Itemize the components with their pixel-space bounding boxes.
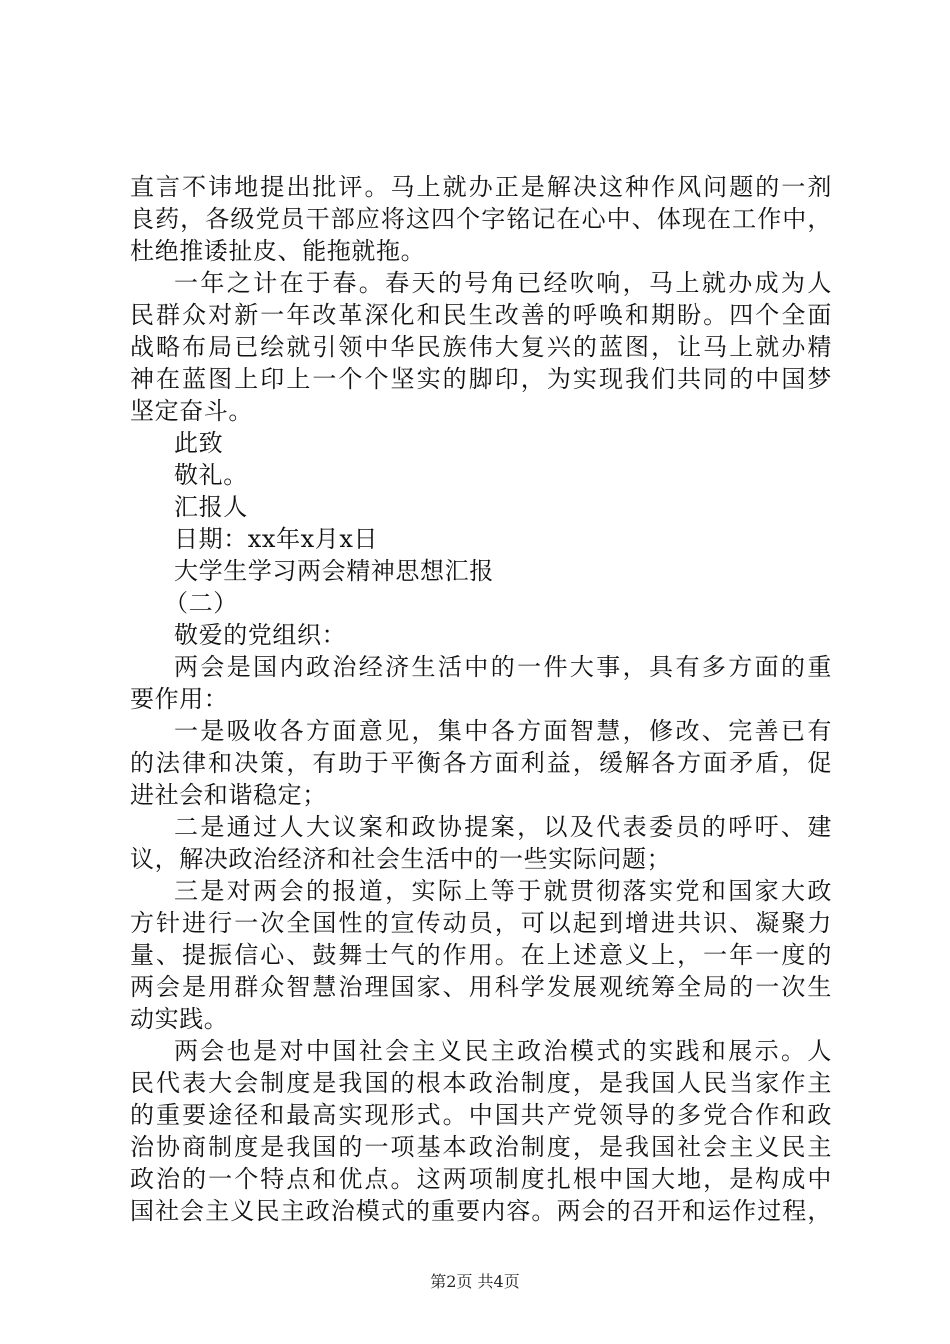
salutation-closing: 此致 <box>174 429 224 457</box>
body-text-line: 动实践。 <box>130 1005 229 1033</box>
body-text-line: 进社会和谐稳定； <box>130 781 327 809</box>
section-title: 大学生学习两会精神思想汇报 <box>174 557 494 585</box>
body-text-line: 战略布局已绘就引领中华民族伟大复兴的蓝图，让马上就办精 <box>130 333 832 361</box>
body-text-line: 议，解决政治经济和社会生活中的一些实际问题； <box>130 845 672 873</box>
body-text-line: 坚定奋斗。 <box>130 397 253 425</box>
body-text-line: 一是吸收各方面意见，集中各方面智慧，修改、完善已有 <box>174 717 832 745</box>
body-text-line: 直言不讳地提出批评。马上就办正是解决这种作风问题的一剂 <box>130 173 832 201</box>
body-text-line: 政治的一个特点和优点。这两项制度扎根中国大地，是构成中 <box>130 1165 832 1193</box>
body-text-line: 的重要途径和最高实现形式。中国共产党领导的多党合作和政 <box>130 1101 832 1129</box>
body-text-line: 三是对两会的报道，实际上等于就贯彻落实党和国家大政 <box>174 877 832 905</box>
body-text-line: 良药，各级党员干部应将这四个字铭记在心中、体现在工作中， <box>130 205 832 233</box>
body-text-line: 国社会主义民主政治模式的重要内容。两会的召开和运作过程， <box>130 1197 832 1225</box>
body-text-line: 两会也是对中国社会主义民主政治模式的实践和展示。人 <box>174 1037 832 1065</box>
greeting-line: 敬爱的党组织： <box>174 621 347 649</box>
body-text-line: 杜绝推诿扯皮、能拖就拖。 <box>130 237 426 265</box>
body-text-line: 两会是用群众智慧治理国家、用科学发展观统筹全局的一次生 <box>130 973 832 1001</box>
body-text-line: 的法律和决策，有助于平衡各方面利益，缓解各方面矛盾，促 <box>130 749 832 777</box>
salutation-regards: 敬礼。 <box>174 461 248 489</box>
body-text-line: 两会是国内政治经济生活中的一件大事，具有多方面的重 <box>174 653 832 681</box>
body-text-line: 二是通过人大议案和政协提案，以及代表委员的呼吁、建 <box>174 813 832 841</box>
reporter-label: 汇报人 <box>174 493 248 521</box>
body-text-line: 要作用： <box>130 685 229 713</box>
body-text-line: 量、提振信心、鼓舞士气的作用。在上述意义上，一年一度的 <box>130 941 832 969</box>
page-footer <box>0 1272 950 1292</box>
document-body <box>130 172 832 1226</box>
date-line: 日期：xx年x月x日 <box>174 525 379 553</box>
body-text-line: 治协商制度是我国的一项基本政治制度，是我国社会主义民主 <box>130 1133 832 1161</box>
body-text-line: 民代表大会制度是我国的根本政治制度，是我国人民当家作主 <box>130 1069 832 1097</box>
body-text-line: 民群众对新一年改革深化和民生改善的呼唤和期盼。四个全面 <box>130 301 832 329</box>
page-number: 第2页 共4页 <box>430 1272 520 1291</box>
body-text-line: 一年之计在于春。春天的号角已经吹响，马上就办成为人 <box>174 269 832 297</box>
section-number: （二） <box>164 589 238 617</box>
body-text-line: 方针进行一次全国性的宣传动员，可以起到增进共识、凝聚力 <box>130 909 832 937</box>
body-text-line: 神在蓝图上印上一个个坚实的脚印，为实现我们共同的中国梦 <box>130 365 832 393</box>
